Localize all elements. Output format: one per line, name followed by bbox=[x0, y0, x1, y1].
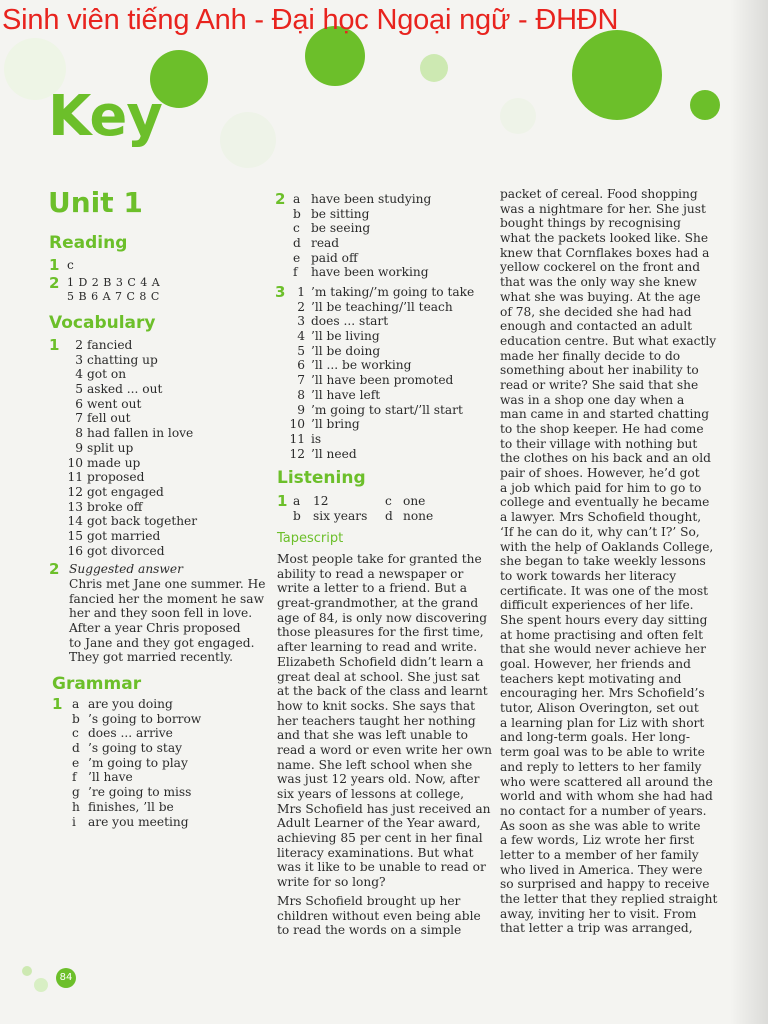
grammar-ex1-answers: 1 a are you doing b ’s going to borrow c does ... arrive d ’s going to stay e ’m going to play f ’ll have g ’re going to miss h finishes, ’ll be i are you meeting bbox=[52, 695, 202, 829]
list-item: went out bbox=[87, 396, 142, 411]
paragraph-line: of 78, she decided she had had bbox=[500, 304, 692, 319]
list-item: ’m taking/’m going to take bbox=[311, 285, 475, 299]
paragraph-line: that letter a trip was arranged, bbox=[500, 921, 693, 936]
list-item: ’s going to stay bbox=[88, 741, 182, 756]
paragraph-line: who lived in America. They were bbox=[500, 862, 703, 877]
reading-ex2-line: 1 D 2 B 3 C 4 A bbox=[67, 275, 161, 289]
list-item: ’s going to borrow bbox=[88, 711, 202, 726]
exercise-number: 1 bbox=[49, 336, 60, 354]
paragraph-line: teachers kept motivating and bbox=[500, 671, 682, 686]
paragraph-line: name. She left school when she bbox=[277, 757, 473, 772]
list-item: ’m going to play bbox=[88, 755, 188, 770]
list-item: ’ll be doing bbox=[311, 343, 381, 358]
list-item: ’ll ... be working bbox=[311, 358, 412, 373]
paragraph-line: something about her inability to bbox=[500, 363, 699, 378]
listening-heading: Listening bbox=[277, 468, 366, 488]
list-item: chatting up bbox=[87, 352, 158, 367]
paragraph-line: Most people take for granted the bbox=[277, 552, 482, 566]
grammar-ex2-answers: 2 a have been studying b be sitting c be seeing d read e paid off f have been working bbox=[275, 190, 432, 280]
list-item: finishes, ’ll be bbox=[88, 799, 174, 814]
exercise-number: 2 bbox=[49, 560, 60, 579]
list-item: ’ll be teaching/’ll teach bbox=[311, 299, 453, 314]
listening-answers: 1 a 12 c one b six years d none bbox=[277, 492, 434, 523]
paragraph-line: As soon as she was able to write bbox=[500, 818, 701, 833]
paragraph-line: and long-term goals. Her long- bbox=[500, 730, 691, 745]
decor-circle bbox=[34, 978, 48, 992]
list-item: are you doing bbox=[88, 697, 173, 711]
exercise-number: 1 bbox=[49, 256, 60, 274]
paragraph-line: achieving 85 per cent in her final bbox=[277, 831, 483, 846]
list-item: got engaged bbox=[87, 484, 164, 499]
list-item: does ... start bbox=[311, 314, 389, 329]
paragraph-line: a learning plan for Liz with short bbox=[500, 715, 705, 730]
listening-answer-c: one bbox=[403, 494, 426, 508]
list-item: be seeing bbox=[311, 221, 371, 236]
paragraph-line: man came in and started chatting bbox=[500, 407, 710, 422]
paragraph-line: age of 84, is only now discovering bbox=[277, 610, 488, 625]
paragraph-line: Mrs Schofield brought up her bbox=[277, 893, 461, 908]
paragraph-line: made her finally decide to do bbox=[500, 348, 681, 363]
list-item: ’m going to start/’ll start bbox=[311, 402, 463, 417]
list-item: fell out bbox=[87, 411, 131, 426]
paragraph-line: was just 12 years old. Now, after bbox=[277, 772, 480, 787]
list-item: got married bbox=[87, 528, 161, 543]
list-item: had fallen in love bbox=[87, 426, 194, 441]
page-number: 84 bbox=[56, 968, 76, 988]
page-edge-shadow bbox=[730, 0, 768, 1024]
paragraph-line: yellow cockerel on the front and bbox=[500, 260, 701, 275]
paragraph-line: to Jane and they got engaged. bbox=[69, 635, 255, 650]
list-item: paid off bbox=[311, 250, 358, 265]
paragraph-line: to their village with nothing but bbox=[500, 436, 698, 451]
paragraph-line: education centre. But what exactly bbox=[500, 333, 717, 348]
list-item: have been studying bbox=[311, 192, 432, 206]
list-item: got back together bbox=[87, 514, 198, 529]
list-item: split up bbox=[87, 440, 134, 455]
paragraph-line: so surprised and happy to receive bbox=[500, 877, 710, 892]
list-item: be sitting bbox=[311, 206, 370, 221]
exercise-number: 2 bbox=[275, 190, 286, 208]
paragraph-line: after learning to read and write. bbox=[277, 640, 478, 655]
vocabulary-heading: Vocabulary bbox=[49, 313, 156, 333]
tapescript-paragraph-1 bbox=[277, 552, 492, 938]
list-item: got divorced bbox=[87, 543, 165, 558]
list-item: ’ll have been promoted bbox=[311, 373, 454, 388]
list-item: broke off bbox=[87, 499, 143, 514]
paragraph-line: was in a shop one day when a bbox=[500, 392, 685, 407]
paragraph-line: After a year Chris proposed bbox=[69, 621, 241, 636]
grammar-ex3-answers: 3 1 ’m taking/’m going to take 2 ’ll be teaching/’ll teach 3 does ... start 4 ’ll be living 5 ’ll be doing 6 ’ll ... be working 7 ’ll have been promoted 8 ’ll have left 9 ’m going to start/’ll start 10 ’ll bring 11 is 12 ’ll need bbox=[275, 283, 475, 461]
paragraph-line: letter to a member of her family bbox=[500, 847, 699, 862]
paragraph-line: was a nightmare for her. She just bbox=[500, 201, 706, 216]
list-item: read bbox=[311, 236, 340, 251]
paragraph-line: packet of cereal. Food shopping bbox=[500, 187, 698, 201]
paragraph-line: what the packets looked like. She bbox=[500, 231, 709, 246]
paragraph-line: great deal at school. She just sat bbox=[277, 669, 480, 684]
paragraph-line: enough and contacted an adult bbox=[500, 319, 693, 334]
page-title: Key bbox=[48, 84, 162, 149]
paragraph-line: to read the words on a simple bbox=[277, 923, 462, 938]
paragraph-line: term goal was to be able to write bbox=[500, 745, 705, 760]
paragraph-line: read or write? She said that she bbox=[500, 377, 699, 392]
paragraph-line: read a word or even write her own bbox=[277, 742, 492, 757]
list-item: ’ll be living bbox=[311, 329, 380, 344]
paragraph-line: literacy examinations. But what bbox=[277, 845, 474, 860]
paragraph-line: tutor, Alison Overington, set out bbox=[500, 701, 699, 716]
paragraph-line: no contact for a number of years. bbox=[500, 803, 707, 818]
paragraph-line: bought things by recognising bbox=[500, 216, 681, 231]
paragraph-line: encouraging her. Mrs Schofield’s bbox=[500, 686, 705, 701]
paragraph-line: Elizabeth Schofield didn’t learn a bbox=[277, 654, 484, 669]
paragraph-line: those pleasures for the first time, bbox=[277, 625, 484, 640]
paragraph-line: and reply to letters to her family bbox=[500, 759, 702, 774]
tapescript-heading: Tapescript bbox=[277, 531, 344, 546]
list-item: ’ll bring bbox=[311, 417, 360, 432]
paragraph-line: write for so long? bbox=[277, 875, 386, 890]
decor-circle bbox=[220, 112, 276, 168]
list-item: fancied bbox=[87, 338, 133, 352]
listening-answer-a: 12 bbox=[313, 494, 329, 508]
paragraph-line: a few words, Liz wrote her first bbox=[500, 833, 695, 848]
paragraph-line: she began to take weekly lessons bbox=[500, 554, 706, 569]
paragraph-line: goal. However, her friends and bbox=[500, 657, 691, 671]
paragraph-line: what she was buying. At the age bbox=[500, 289, 701, 304]
paragraph-line: Adult Learner of the Year award, bbox=[277, 816, 481, 831]
reading-answers bbox=[49, 258, 249, 305]
paragraph-line: six years of lessons at college, bbox=[277, 787, 464, 801]
list-item: proposed bbox=[87, 470, 145, 485]
paragraph-line: and that she was left unable to bbox=[277, 728, 468, 743]
paragraph-line: ability to read a newspaper or bbox=[277, 566, 464, 581]
paragraph-line: great-grandmother, at the grand bbox=[277, 596, 479, 611]
paragraph-line: pair of shoes. However, he’d got bbox=[500, 466, 700, 481]
list-item: ’ll need bbox=[311, 446, 357, 461]
suggested-answer-label: Suggested answer bbox=[69, 562, 183, 577]
unit-title: Unit 1 bbox=[48, 186, 143, 219]
paragraph-line: to the shop keeper. He had come bbox=[500, 422, 704, 436]
paragraph-line: with the help of Oaklands College, bbox=[500, 539, 714, 554]
watermark-text: Sinh viên tiếng Anh - Đại học Ngoại ngữ - ĐHĐN bbox=[2, 4, 619, 36]
paragraph-line: children without even being able bbox=[277, 908, 481, 923]
list-item: does ... arrive bbox=[88, 726, 173, 741]
paragraph-line: a job which paid for him to go to bbox=[500, 480, 702, 495]
paragraph-line: ‘If he can do it, why can’t I?’ So, bbox=[500, 524, 700, 539]
paragraph-line: Mrs Schofield has just received an bbox=[277, 801, 491, 816]
exercise-number: 3 bbox=[275, 283, 286, 301]
paragraph-line: They got married recently. bbox=[69, 650, 233, 665]
paragraph-line: a lawyer. Mrs Schofield thought, bbox=[500, 510, 702, 525]
paragraph-line: who were scattered all around the bbox=[500, 774, 713, 789]
paragraph-line: She spent hours every day sitting bbox=[500, 612, 708, 627]
exercise-number: 1 bbox=[52, 695, 63, 713]
reading-ex1-answer: c bbox=[67, 258, 74, 272]
paragraph-line: how to knit socks. She says that bbox=[277, 698, 476, 713]
decor-circle bbox=[690, 90, 720, 120]
paragraph-line: away, inviting her to visit. From bbox=[500, 906, 697, 921]
list-item: ’ll have left bbox=[311, 387, 381, 402]
tapescript-continued bbox=[500, 187, 728, 936]
list-item: got on bbox=[87, 367, 127, 382]
paragraph-line: the clothes on his back and an old bbox=[500, 451, 711, 466]
paragraph-line: college and eventually he became bbox=[500, 495, 710, 510]
exercise-number: 2 bbox=[49, 273, 60, 292]
decor-circle bbox=[22, 966, 32, 976]
list-item: asked ... out bbox=[87, 382, 163, 397]
paragraph-line: at the back of the class and learnt bbox=[277, 684, 488, 699]
paragraph-line: world and with whom she had had bbox=[500, 789, 713, 804]
list-item: have been working bbox=[311, 265, 429, 280]
paragraph-line: knew that Cornflakes boxes had a bbox=[500, 245, 710, 260]
list-item: made up bbox=[87, 455, 141, 470]
paragraph-line: write a letter to a friend. But a bbox=[277, 581, 468, 596]
paragraph-line: certificate. It was one of the most bbox=[500, 583, 709, 598]
listening-answer-b: six years bbox=[313, 508, 368, 523]
paragraph-line: fancied her the moment he saw bbox=[69, 591, 265, 606]
paragraph-line: that was the only way she knew bbox=[500, 275, 697, 290]
list-item: ’ll have bbox=[88, 770, 133, 785]
reading-heading: Reading bbox=[49, 233, 128, 253]
decor-circle bbox=[420, 54, 448, 82]
paragraph-line: was it like to be unable to read or bbox=[277, 860, 486, 875]
decor-circle bbox=[500, 98, 536, 134]
paragraph-line: the letter that they replied straight bbox=[500, 892, 718, 906]
paragraph-line: difficult experiences of her life. bbox=[500, 598, 694, 613]
exercise-number: 1 bbox=[277, 492, 288, 510]
paragraph-line: at home practising and often felt bbox=[500, 627, 704, 642]
list-item: are you meeting bbox=[88, 814, 189, 829]
paragraph-line: her teachers taught her nothing bbox=[277, 713, 476, 728]
reading-ex2-line: 5 B 6 A 7 C 8 C bbox=[67, 290, 160, 304]
decor-circle bbox=[572, 30, 662, 120]
grammar-heading: Grammar bbox=[52, 674, 142, 694]
paragraph-line: Chris met Jane one summer. He bbox=[69, 577, 266, 591]
list-item: ’re going to miss bbox=[88, 785, 192, 800]
listening-answer-d: none bbox=[403, 508, 434, 523]
paragraph-line: to work towards her literacy bbox=[500, 568, 677, 583]
paragraph-line: her and they soon fell in love. bbox=[69, 606, 253, 621]
vocabulary-answers: 1 2 fancied 3 chatting up 4 got on 5 asked ... out 6 went out 7 fell out 8 had fallen in love 9 split up 10 made up 11 proposed 12 got engaged 13 broke off 14 got back together 15 got married 16 got divorced 2 Suggested answer Chris met Jane one summer. He fancied her the moment he saw her and they soon fell in love. After a year Chris proposed to Jane and they got engaged. They got married recently. bbox=[49, 336, 266, 665]
list-item: is bbox=[311, 431, 322, 446]
paragraph-line: that she would never achieve her bbox=[500, 642, 706, 657]
